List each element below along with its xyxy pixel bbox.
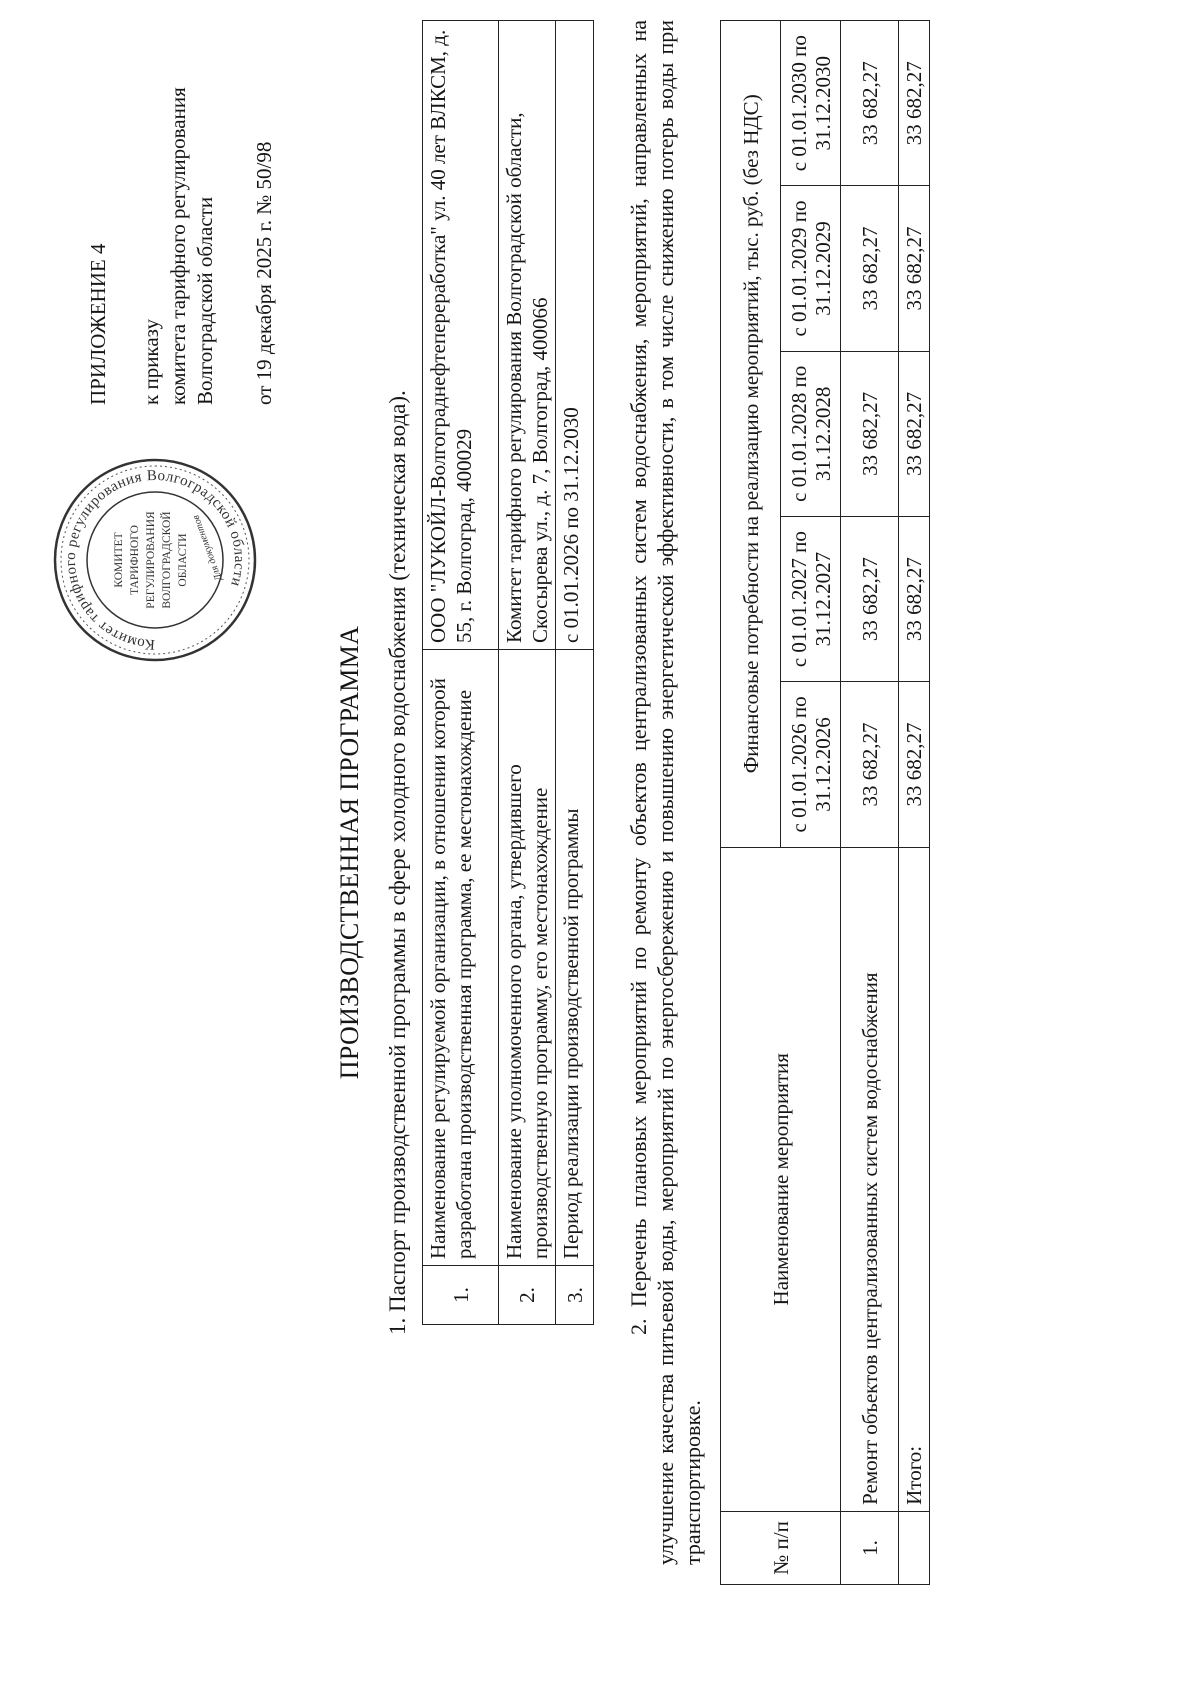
- header-number: № п/п: [721, 1511, 841, 1584]
- row-number: 3.: [556, 1266, 594, 1325]
- stamp-line: ОБЛАСТИ: [177, 533, 189, 587]
- section2-text: 2. Перечень плановых мероприятий по ремонту объектов централизованных систем водоснабжения, мероприятий, направленных на улучшение качества питьевой воды, мероприятий по энергосбережению и повышению энергетической эффективности, в том числе снижению потерь воды при транспортировке.: [626, 20, 705, 1565]
- row-label: Наименование уполномоченного органа, утвердившего производственную программу, его местонахождение: [499, 650, 556, 1266]
- row-measure-name: Ремонт объектов централизованных систем водоснабжения: [841, 847, 899, 1511]
- measures-table: [720, 20, 930, 1585]
- header-period: с 01.01.2027 по 31.12.2027: [781, 516, 841, 681]
- order-ref: к приказу: [139, 319, 163, 405]
- official-stamp: [50, 455, 260, 665]
- table-row: [556, 21, 594, 1325]
- header-financial-needs: Финансовые потребности на реализацию мероприятий, тыс. руб. (без НДС): [721, 21, 781, 848]
- order-date-number: от 19 декабря 2025 г. № 50/98: [252, 141, 276, 405]
- row-number: 2.: [499, 1266, 556, 1325]
- header-period: с 01.01.2029 по 31.12.2029: [781, 186, 841, 351]
- section1-heading: 1. Паспорт производственной программы в сфере холодного водоснабжения (техническая вода).: [385, 390, 410, 1335]
- appendix-label: ПРИЛОЖЕНИЕ 4: [86, 243, 110, 405]
- table-row: [841, 21, 899, 1585]
- appendix-header: [85, 87, 278, 405]
- row-value: Комитет тарифного регулирования Волгоградской области, Скосырева ул., д. 7, Волгоград, 400066: [499, 21, 556, 650]
- region-name: Волгоградской области: [193, 196, 217, 405]
- total-value: 33 682,27: [899, 21, 930, 186]
- total-value: 33 682,27: [899, 351, 930, 516]
- row-number: 1.: [841, 1511, 899, 1584]
- total-value: 33 682,27: [899, 682, 930, 847]
- row-value: с 01.01.2026 по 31.12.2030: [556, 21, 594, 650]
- header-measure-name: Наименование мероприятия: [721, 847, 841, 1511]
- stamp-ring-text: Комитет тарифного регулирования Волгоградской области: [62, 467, 248, 653]
- section2-paragraph: [625, 20, 706, 1565]
- stamp-line: КОМИТЕТ: [113, 532, 125, 588]
- row-value: 33 682,27: [841, 351, 899, 516]
- header-period: с 01.01.2026 по 31.12.2026: [781, 682, 841, 847]
- stamp-line: ТАРИФНОГО: [129, 525, 141, 595]
- total-label: Итого:: [899, 847, 930, 1511]
- row-value: 33 682,27: [841, 186, 899, 351]
- row-number: 1.: [423, 1266, 499, 1325]
- stamp-note: Для документов: [190, 513, 225, 583]
- row-value: 33 682,27: [841, 516, 899, 681]
- total-value: 33 682,27: [899, 186, 930, 351]
- table-header-row: [721, 21, 781, 1585]
- table-row: [499, 21, 556, 1325]
- passport-table: [422, 20, 594, 1325]
- row-label: Период реализации производственной программы: [556, 650, 594, 1266]
- total-value: 33 682,27: [899, 516, 930, 681]
- header-period: с 01.01.2028 по 31.12.2028: [781, 351, 841, 516]
- stamp-line: РЕГУЛИРОВАНИЯ: [145, 511, 157, 609]
- header-period: с 01.01.2030 по 31.12.2030: [781, 21, 841, 186]
- committee-name: комитета тарифного регулирования: [166, 87, 190, 405]
- row-label: Наименование регулируемой организации, в отношении которой разработана производственная программа, ее местонахождение: [423, 650, 499, 1266]
- row-value: 33 682,27: [841, 21, 899, 186]
- stamp-line: ВОЛГОГРАДСКОЙ: [161, 511, 173, 609]
- page-title: ПРОИЗВОДСТВЕННАЯ ПРОГРАММА: [335, 625, 364, 1080]
- table-total-row: [899, 21, 930, 1585]
- row-value: 33 682,27: [841, 682, 899, 847]
- table-row: [423, 21, 499, 1325]
- row-value: ООО "ЛУКОЙЛ-Волгограднефтепереработка" ул. 40 лет ВЛКСМ, д. 55, г. Волгоград, 400029: [423, 21, 499, 650]
